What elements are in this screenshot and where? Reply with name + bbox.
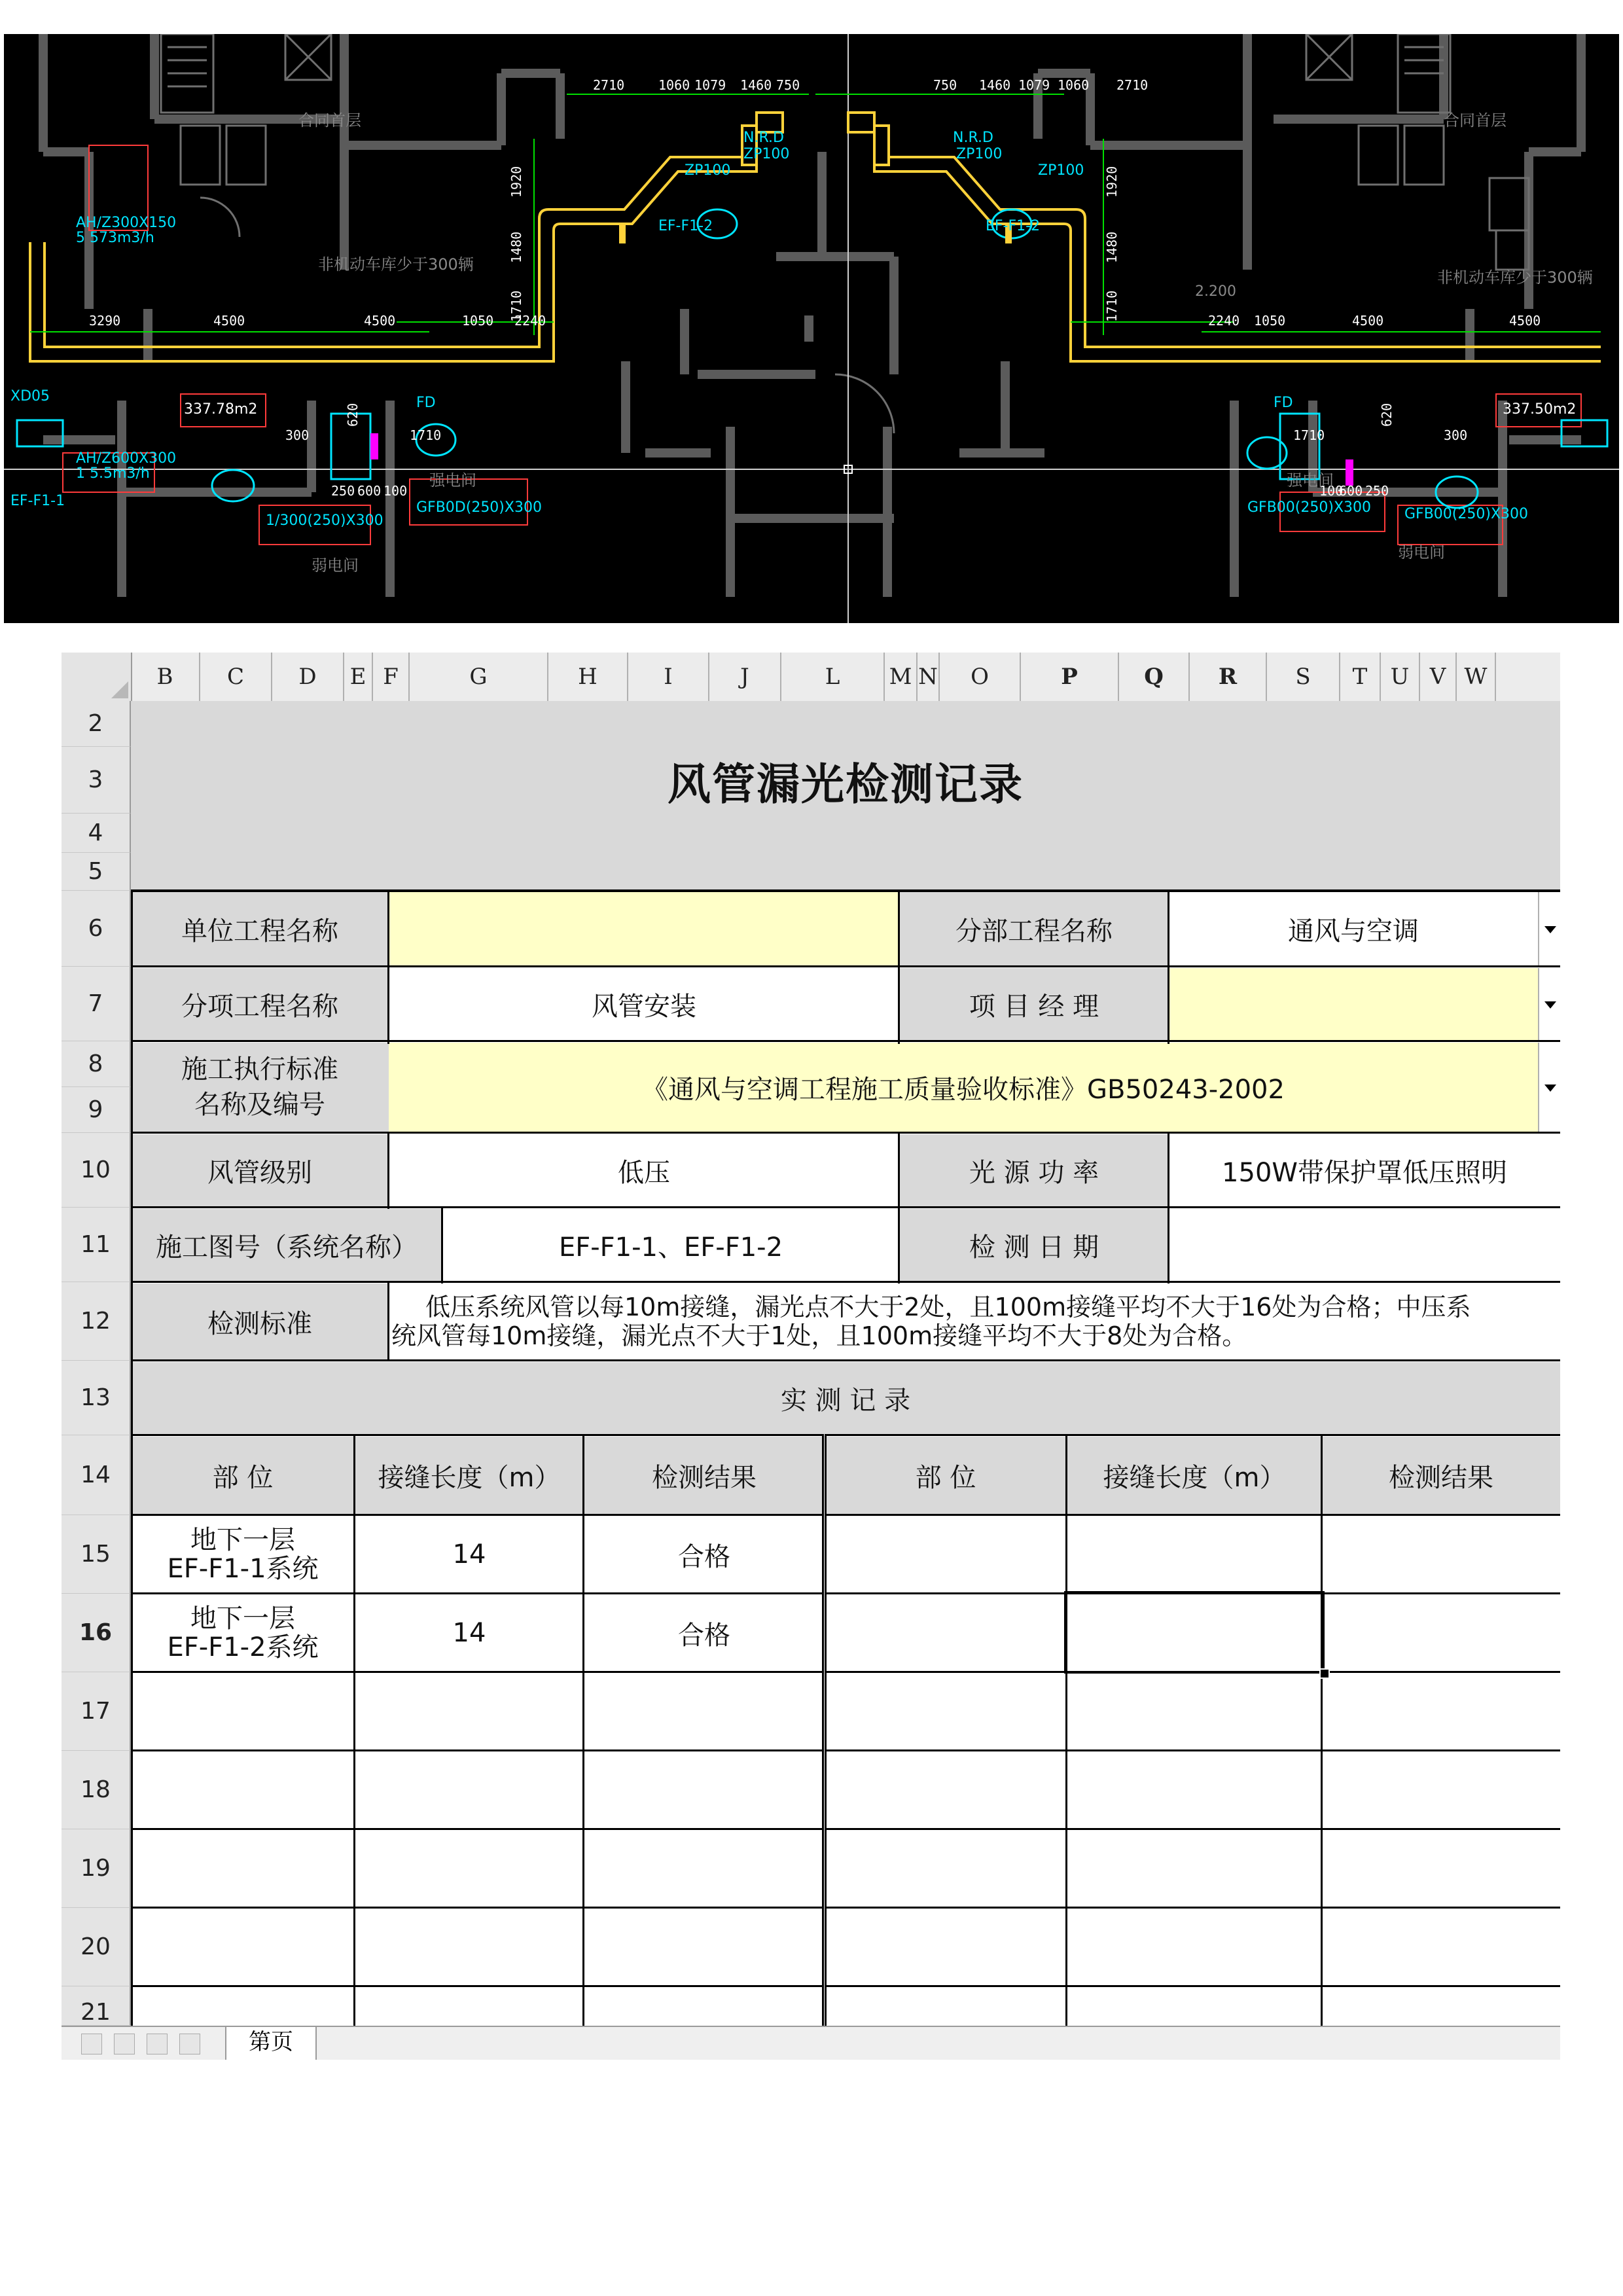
criteria-value[interactable] <box>389 1283 1560 1359</box>
svg-text:AH/Z300X150: AH/Z300X150 <box>76 215 177 231</box>
svg-text:EF-F1-2: EF-F1-2 <box>658 218 713 234</box>
record-1-location-line-2: EF-F1-1系统 <box>167 1554 319 1584</box>
row-header-15[interactable]: 15 <box>62 1515 131 1594</box>
row-header-9[interactable]: 9 <box>62 1087 131 1133</box>
spreadsheet <box>62 653 1560 2060</box>
grid-line <box>131 1828 1560 1830</box>
standard-label <box>131 1043 389 1132</box>
svg-text:非机动车库少于300辆: 非机动车库少于300辆 <box>318 255 474 274</box>
row-header-8[interactable]: 8 <box>62 1041 131 1087</box>
grid-line <box>387 1132 389 1209</box>
svg-text:GFB00(250)X300: GFB00(250)X300 <box>1247 499 1372 516</box>
sub-project-dropdown-icon[interactable] <box>1538 892 1560 965</box>
criteria-line-2: 统风管每10m接缝，漏光点不大于1处，且100m接缝平均不大于8处为合格。 <box>391 1321 1247 1350</box>
item-project-label: 分项工程名称 <box>131 968 389 1040</box>
svg-text:XD05: XD05 <box>10 388 50 404</box>
svg-text:1710: 1710 <box>410 427 442 443</box>
grid-line <box>131 1206 1560 1208</box>
svg-text:620: 620 <box>1379 403 1395 427</box>
grid-line <box>898 889 900 1044</box>
col-header-s[interactable]: S <box>1267 653 1340 701</box>
row-header-11[interactable]: 11 <box>62 1208 131 1282</box>
svg-text:N.R.D: N.R.D <box>953 130 993 146</box>
svg-text:3290: 3290 <box>89 313 121 329</box>
grid-line <box>441 1206 443 1283</box>
grid-line <box>387 889 389 1044</box>
selected-cell-outline[interactable] <box>1064 1591 1325 1674</box>
svg-text:5 573m3/h: 5 573m3/h <box>76 230 154 246</box>
row-header-13[interactable]: 13 <box>62 1361 131 1435</box>
svg-text:750: 750 <box>776 77 800 93</box>
grid-line <box>131 1907 1560 1909</box>
tab-scroll-prev-button[interactable] <box>114 2034 135 2054</box>
svg-text:1460: 1460 <box>740 77 772 93</box>
svg-text:2240: 2240 <box>1208 313 1240 329</box>
col-header-q[interactable]: Q <box>1119 653 1190 701</box>
svg-text:1050: 1050 <box>1254 313 1286 329</box>
row-header-17[interactable]: 17 <box>62 1672 131 1751</box>
col-header-b[interactable]: B <box>131 653 200 701</box>
svg-text:N.R.D: N.R.D <box>743 130 784 146</box>
svg-text:2710: 2710 <box>593 77 625 93</box>
grid-line <box>1321 1434 1323 2026</box>
grid-line <box>1065 1434 1067 2026</box>
svg-text:620: 620 <box>345 403 361 427</box>
svg-text:FD: FD <box>416 395 436 411</box>
record-2-location-line-2: EF-F1-2系统 <box>167 1632 319 1662</box>
grid-line <box>131 1359 1560 1361</box>
svg-text:2.200: 2.200 <box>1195 283 1236 300</box>
svg-text:250: 250 <box>331 483 355 499</box>
record-header: 实 测 记 录 <box>131 1362 1560 1434</box>
th-length-1: 接缝长度（m） <box>355 1437 584 1514</box>
row-header-7[interactable]: 7 <box>62 967 131 1041</box>
svg-text:EF-F1-2: EF-F1-2 <box>986 218 1041 234</box>
standard-value[interactable]: 《通风与空调工程施工质量验收标准》GB50243-2002 <box>389 1043 1538 1132</box>
svg-text:弱电间: 弱电间 <box>312 556 359 575</box>
svg-text:2710: 2710 <box>1116 77 1149 93</box>
svg-text:1050: 1050 <box>462 313 494 329</box>
grid-line <box>131 1040 1560 1042</box>
svg-text:1460: 1460 <box>979 77 1011 93</box>
col-header-d[interactable]: D <box>272 653 344 701</box>
col-header-e[interactable]: E <box>344 653 373 701</box>
grid-line <box>131 1592 1560 1594</box>
row-header-12[interactable]: 12 <box>62 1282 131 1361</box>
col-header-v[interactable]: V <box>1420 653 1457 701</box>
record-2-location[interactable] <box>131 1595 355 1671</box>
row-header-10[interactable]: 10 <box>62 1133 131 1208</box>
col-header-w[interactable]: W <box>1457 653 1496 701</box>
svg-text:250: 250 <box>1365 483 1389 499</box>
row-header-5[interactable]: 5 <box>62 853 131 891</box>
svg-text:2240: 2240 <box>514 313 546 329</box>
th-location-1: 部 位 <box>131 1437 355 1514</box>
grid-line <box>1168 1132 1169 1283</box>
row-header-19[interactable]: 19 <box>62 1829 131 1908</box>
tab-scroll-last-button[interactable] <box>179 2034 200 2054</box>
svg-text:1/300(250)X300: 1/300(250)X300 <box>266 512 383 529</box>
grid-line <box>898 1132 900 1283</box>
grid-line <box>387 1281 389 1359</box>
manager-input[interactable] <box>1169 968 1538 1040</box>
cad-drawing-panel <box>4 34 1619 623</box>
light-power-label: 光 源 功 率 <box>899 1134 1169 1206</box>
grid-line <box>131 1749 1560 1751</box>
record-1-location-line-1: 地下一层 <box>190 1525 295 1555</box>
svg-text:ZP100: ZP100 <box>743 146 790 162</box>
grid-line <box>131 889 133 2026</box>
criteria-label: 检测标准 <box>131 1283 389 1359</box>
svg-text:4500: 4500 <box>213 313 245 329</box>
col-header-j[interactable]: J <box>709 653 781 701</box>
record-1-length[interactable]: 14 <box>452 1539 486 1570</box>
row-header-18[interactable]: 18 <box>62 1751 131 1829</box>
grid-line <box>131 1132 1560 1134</box>
svg-text:600: 600 <box>357 483 382 499</box>
col-header-r[interactable]: R <box>1190 653 1267 701</box>
criteria-line-1: 低压系统风管以每10m接缝，漏光点不大于2处，且100m接缝平均不大于16处为合格；中压系 <box>425 1293 1471 1321</box>
svg-text:337.78m2: 337.78m2 <box>184 401 258 418</box>
th-location-2: 部 位 <box>825 1437 1067 1514</box>
drawing-label: 施工图号（系统名称） <box>131 1209 442 1281</box>
sub-project-value[interactable]: 通风与空调 <box>1169 892 1538 965</box>
svg-text:1920: 1920 <box>1104 166 1120 198</box>
grid-line <box>131 1434 1560 1436</box>
tab-scroll-first-button[interactable] <box>81 2034 102 2054</box>
svg-text:FD: FD <box>1274 395 1293 411</box>
row-header-6[interactable]: 6 <box>62 891 131 967</box>
svg-text:4500: 4500 <box>1352 313 1384 329</box>
svg-text:1079: 1079 <box>694 77 726 93</box>
svg-text:强电间: 强电间 <box>429 471 476 490</box>
record-2-result[interactable]: 合格 <box>678 1620 730 1651</box>
col-header-n[interactable]: N <box>918 653 940 701</box>
col-header-h[interactable]: H <box>548 653 628 701</box>
svg-text:4500: 4500 <box>1509 313 1541 329</box>
svg-text:1480: 1480 <box>508 231 524 263</box>
svg-text:337.50m2: 337.50m2 <box>1503 401 1577 418</box>
svg-text:合同首层: 合同首层 <box>1444 111 1507 130</box>
col-header-u[interactable]: U <box>1381 653 1420 701</box>
svg-text:100: 100 <box>383 483 408 499</box>
row-header-21[interactable]: 21 <box>62 1986 131 2026</box>
th-result-1: 检测结果 <box>584 1437 825 1514</box>
svg-text:1 5.5m3/h: 1 5.5m3/h <box>76 465 150 482</box>
grid-line <box>131 1281 1560 1283</box>
date-label: 检 测 日 期 <box>899 1209 1169 1281</box>
date-value[interactable] <box>1169 1209 1560 1281</box>
svg-text:非机动车库少于300辆: 非机动车库少于300辆 <box>1437 268 1593 287</box>
grid-line <box>131 1514 1560 1516</box>
grid-line <box>582 1434 584 2026</box>
sub-project-label: 分部工程名称 <box>899 892 1169 965</box>
svg-text:300: 300 <box>1444 427 1468 443</box>
svg-text:300: 300 <box>285 427 310 443</box>
unit-project-label: 单位工程名称 <box>131 892 389 965</box>
grid-line <box>353 1434 355 2026</box>
svg-text:1920: 1920 <box>508 166 524 198</box>
svg-text:强电间: 强电间 <box>1287 471 1334 490</box>
sheet-tab[interactable]: 第页 <box>225 2027 317 2060</box>
standard-label-line-1: 施工执行标准 <box>181 1054 338 1085</box>
select-all-corner[interactable] <box>62 653 132 701</box>
grid-line <box>131 889 1560 892</box>
col-header-t[interactable]: T <box>1340 653 1381 701</box>
svg-text:1079: 1079 <box>1018 77 1050 93</box>
col-header-i[interactable]: I <box>628 653 709 701</box>
tab-scroll-next-button[interactable] <box>147 2034 168 2054</box>
svg-text:750: 750 <box>933 77 957 93</box>
svg-text:100: 100 <box>1319 483 1344 499</box>
svg-text:ZP100: ZP100 <box>956 146 1003 162</box>
drawing-value[interactable]: EF-F1-1、EF-F1-2 <box>442 1209 899 1281</box>
svg-text:600: 600 <box>1339 483 1363 499</box>
th-result-2: 检测结果 <box>1322 1437 1560 1514</box>
svg-text:1710: 1710 <box>1104 290 1120 322</box>
svg-text:1060: 1060 <box>658 77 690 93</box>
row-header-4[interactable]: 4 <box>62 814 131 853</box>
grid-line <box>1168 889 1169 1044</box>
grid-line-double <box>822 1434 827 2026</box>
form-title: 风管漏光检测记录 <box>668 759 1024 810</box>
svg-text:ZP100: ZP100 <box>685 162 731 179</box>
svg-text:GFB0D(250)X300: GFB0D(250)X300 <box>416 499 542 516</box>
row-header-20[interactable]: 20 <box>62 1908 131 1986</box>
manager-label: 项 目 经 理 <box>899 968 1169 1040</box>
svg-text:AH/Z600X300: AH/Z600X300 <box>76 450 177 467</box>
col-header-c[interactable]: C <box>200 653 272 701</box>
record-1-result[interactable]: 合格 <box>678 1541 730 1572</box>
col-header-p[interactable]: P <box>1021 653 1119 701</box>
light-power-value[interactable]: 150W带保护罩低压照明 <box>1169 1134 1560 1206</box>
svg-text:弱电间: 弱电间 <box>1398 543 1445 562</box>
col-header-g[interactable]: G <box>410 653 548 701</box>
item-project-value[interactable]: 风管安装 <box>389 968 899 1040</box>
grid-line <box>131 1671 1560 1673</box>
standard-dropdown-icon[interactable] <box>1538 1043 1560 1132</box>
row-header-2[interactable]: 2 <box>62 701 131 747</box>
manager-dropdown-icon[interactable] <box>1538 968 1560 1040</box>
column-header-bar <box>62 653 1560 702</box>
svg-text:合同首层: 合同首层 <box>298 111 361 130</box>
svg-text:1710: 1710 <box>1293 427 1325 443</box>
col-header-f[interactable]: F <box>373 653 410 701</box>
col-header-m[interactable]: M <box>885 653 918 701</box>
svg-text:ZP100: ZP100 <box>1038 162 1084 179</box>
grid-line <box>131 965 1560 967</box>
grid-line <box>131 1985 1560 1987</box>
duct-level-label: 风管级别 <box>131 1134 389 1206</box>
duct-level-value[interactable]: 低压 <box>389 1134 899 1206</box>
svg-text:1710: 1710 <box>508 290 524 322</box>
unit-project-input[interactable] <box>389 892 899 965</box>
fill-handle[interactable] <box>1319 1668 1330 1679</box>
svg-text:1060: 1060 <box>1058 77 1090 93</box>
sheet-tab-bar <box>62 2026 1560 2060</box>
standard-label-line-2: 名称及编号 <box>194 1090 325 1120</box>
col-header-o[interactable]: O <box>940 653 1021 701</box>
th-length-2: 接缝长度（m） <box>1067 1437 1322 1514</box>
record-1-location[interactable] <box>131 1516 355 1592</box>
svg-text:GFB00(250)X300: GFB00(250)X300 <box>1404 506 1529 522</box>
svg-text:1480: 1480 <box>1104 231 1120 263</box>
row-header-16[interactable]: 16 <box>62 1594 131 1672</box>
cad-drawing <box>4 34 1619 623</box>
svg-text:EF-F1-1: EF-F1-1 <box>10 493 65 509</box>
record-2-location-line-1: 地下一层 <box>190 1604 295 1634</box>
row-header-14[interactable]: 14 <box>62 1435 131 1515</box>
svg-text:4500: 4500 <box>364 313 396 329</box>
record-2-length[interactable]: 14 <box>452 1618 486 1648</box>
col-header-l[interactable]: L <box>781 653 885 701</box>
row-header-3[interactable]: 3 <box>62 747 131 814</box>
